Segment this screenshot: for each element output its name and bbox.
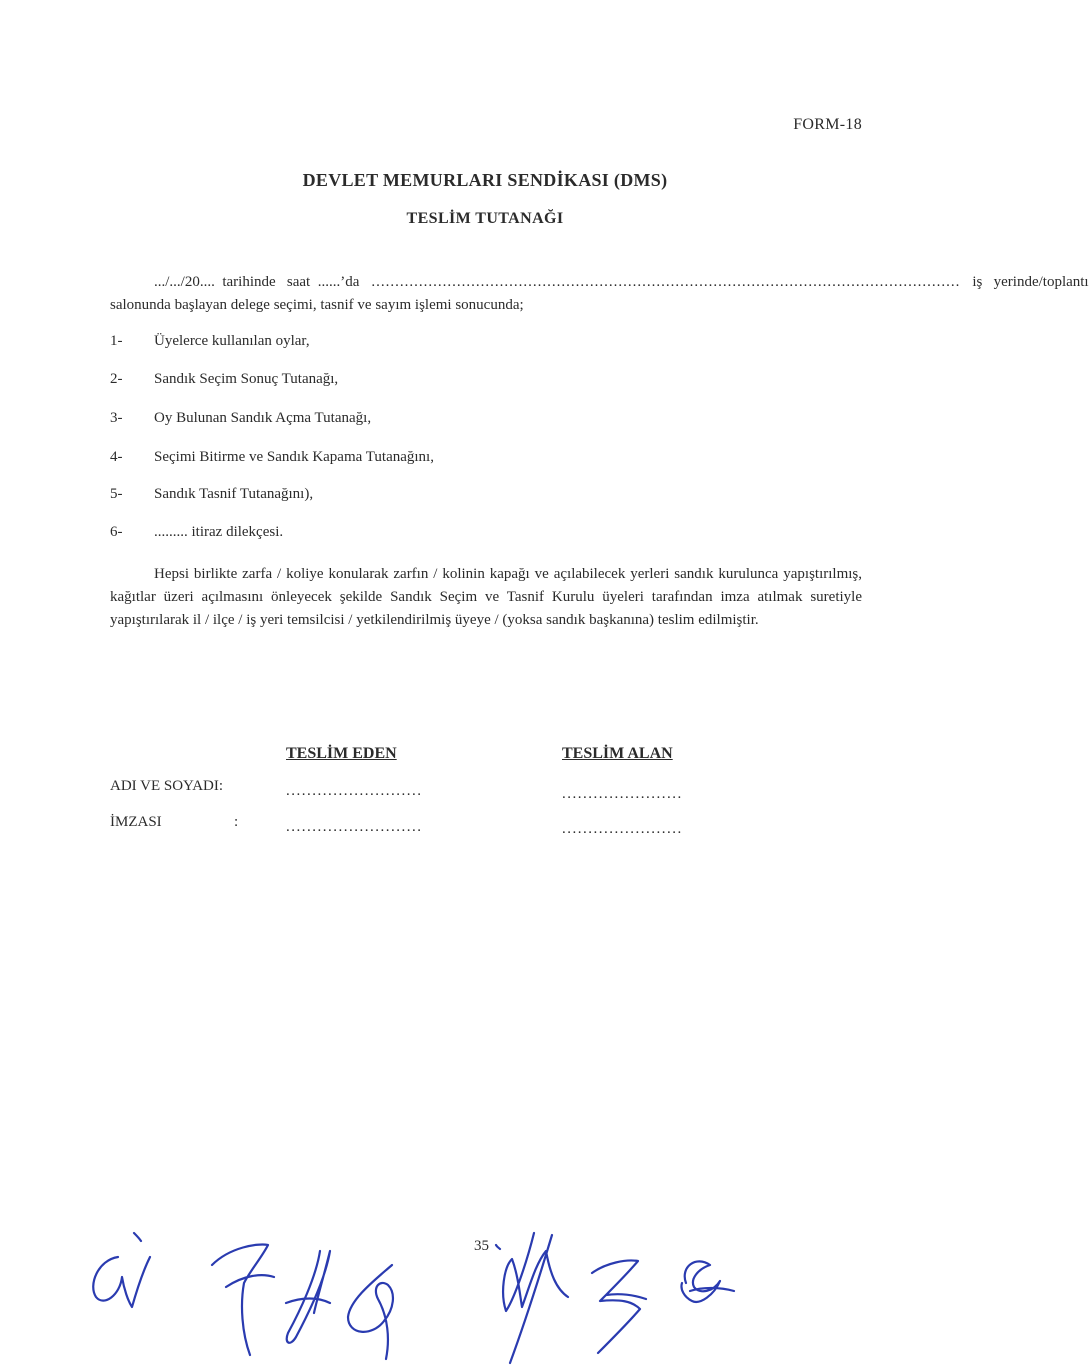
organization-title: DEVLET MEMURLARI SENDİKASI (DMS) xyxy=(302,170,668,190)
list-item-text: Oy Bulunan Sandık Açma Tutanağı, xyxy=(154,410,372,426)
signature-6 xyxy=(592,1261,646,1354)
signature-5 xyxy=(496,1233,568,1363)
delivered-by-name-field: .......................... xyxy=(286,783,423,799)
signature-3 xyxy=(286,1251,330,1343)
list-item-text: Sandık Tasnif Tutanağını), xyxy=(154,486,314,502)
page-number: 35 xyxy=(474,1238,489,1254)
list-item-text: Üyelerce kullanılan oylar, xyxy=(154,333,310,349)
document-title: TESLİM TUTANAĞI xyxy=(406,210,564,227)
signature-label-colon: : xyxy=(234,814,239,830)
list-item-text: Sandık Seçim Sonuç Tutanağı, xyxy=(154,371,339,387)
list-item-number: 4- xyxy=(110,449,123,465)
handwritten-signatures xyxy=(0,1215,970,1370)
delivered-by-signature-field: .......................... xyxy=(286,819,423,835)
signature-7 xyxy=(681,1261,734,1302)
body-paragraph: Hepsi birlikte zarfa / koliye konularak zarfın / kolinin kapağı ve açılabilecek yerleri sandık kurulunca yapıştırılmış, kağıtlar üzeri açılmasını önleyecek şekilde Sandık Seçim ve Tasnif Kurulu üyeleri tarafından imza atılmak suretiyle yapıştırılarak il / ilçe / iş yeri temsilcisi / yetkilendirilmiş üyeye / (yoksa sandık başkanına) teslim edilmiştir. xyxy=(110,566,862,628)
list-item-text: Seçimi Bitirme ve Sandık Kapama Tutanağını, xyxy=(154,449,434,465)
intro-date-time: .../.../20.... tarihinde saat ......’da xyxy=(154,274,360,290)
intro-place-label: iş yerinde/toplantı xyxy=(972,274,1089,290)
received-by-heading: TESLİM ALAN xyxy=(562,745,673,762)
list-item-number: 2- xyxy=(110,371,123,387)
signature-1 xyxy=(93,1233,150,1307)
received-by-name-field: ....................... xyxy=(562,786,683,802)
name-label: ADI VE SOYADI: xyxy=(110,778,224,794)
intro-place-blank: ............................................................................................................................ xyxy=(371,274,961,290)
list-item xyxy=(110,486,313,503)
list-item xyxy=(110,524,283,541)
signature-label: İMZASI xyxy=(110,814,162,830)
intro-line-1 xyxy=(110,274,1089,291)
list-item xyxy=(110,410,371,427)
list-item xyxy=(110,333,310,350)
list-item xyxy=(110,371,338,388)
signature-4 xyxy=(348,1265,393,1359)
delivered-by-heading: TESLİM EDEN xyxy=(286,745,397,762)
signature-2 xyxy=(212,1245,274,1355)
list-item-number: 1- xyxy=(110,333,123,349)
list-item xyxy=(110,449,434,466)
intro-line-2: salonunda başlayan delege seçimi, tasnif ve sayım işlemi sonucunda; xyxy=(110,297,524,313)
form-code: FORM-18 xyxy=(793,116,862,133)
list-item-text: ......... itiraz dilekçesi. xyxy=(154,524,284,540)
received-by-signature-field: ....................... xyxy=(562,821,683,837)
list-item-number: 6- xyxy=(110,524,123,540)
list-item-number: 3- xyxy=(110,410,123,426)
list-item-number: 5- xyxy=(110,486,123,502)
